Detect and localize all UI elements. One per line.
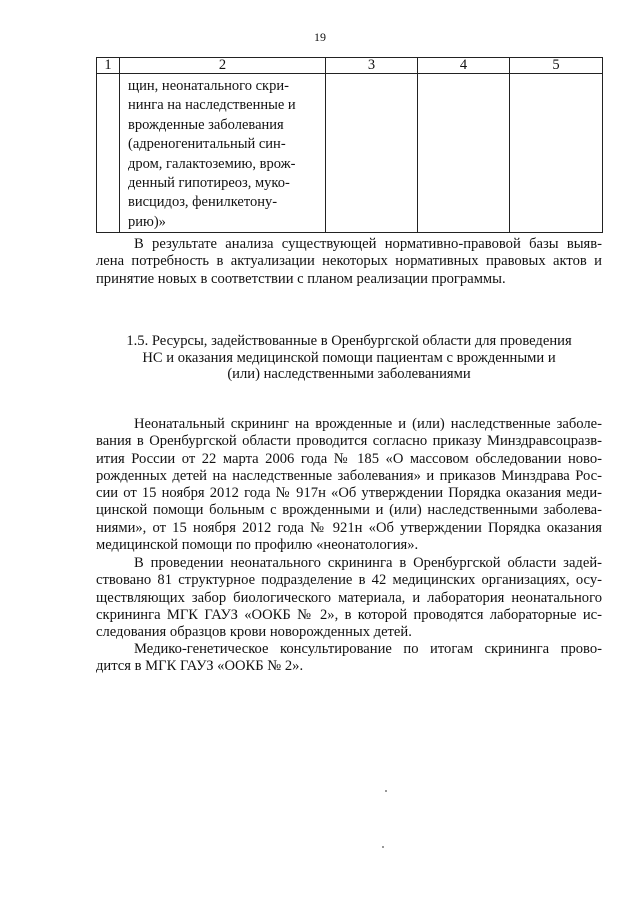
paragraph-counseling — [96, 641, 602, 676]
continuation-table — [96, 57, 603, 233]
cell-line: дром, галактоземию, врож- — [128, 155, 296, 172]
column-header: 1 — [97, 58, 120, 74]
paragraph-units — [96, 555, 602, 641]
text-line: ниями», от 15 ноября 2012 года № 921н «Об утверждении Порядка оказания — [96, 519, 602, 536]
cell-line: денный гипотиреоз, муко- — [128, 175, 290, 192]
text-line: рожденных детей на наследственные заболевания» и приказов Минздрава Рос- — [96, 467, 602, 484]
text-line: сии от 15 ноября 2012 года № 917н «Об утверждении Порядка оказания меди- — [96, 485, 602, 502]
text-line: следования образцов крови новорожденных детей. — [96, 624, 412, 641]
text-line: медицинской помощи по профилю «неонатология». — [96, 537, 419, 554]
text-line: ствовано 81 структурное подразделение в 42 медицинских организациях, осу- — [96, 572, 602, 589]
text-line: ития России от 22 марта 2006 года № 185 «О массовом обследовании ново- — [96, 450, 602, 467]
column-header: 5 — [510, 58, 603, 74]
table-header-row — [97, 58, 603, 74]
scan-artifact — [385, 790, 387, 792]
text-line: ществляющих забор биологического материала, и лаборатория неонатального — [96, 589, 602, 606]
table-row — [97, 74, 603, 233]
column-header: 2 — [120, 58, 326, 74]
heading-line: НС и оказания медицинской помощи пациентам с врожденными и — [142, 349, 556, 366]
table-cell — [510, 74, 603, 233]
heading-line: 1.5. Ресурсы, задействованные в Оренбургской области для проведения — [126, 333, 572, 349]
text-line: цинской помощи больным с врожденными и (или) наследственными заболева- — [96, 502, 602, 519]
cell-line: рию)» — [128, 213, 166, 230]
column-header: 3 — [326, 58, 418, 74]
cell-line: висцидоз, фенилкетону- — [128, 194, 278, 211]
section-heading — [96, 333, 602, 383]
text-line: В проведении неонатального скрининга в Оренбургской области задей- — [134, 555, 602, 571]
paragraph-analysis — [96, 236, 602, 288]
cell-line: нинга на наследственные и — [128, 97, 296, 114]
cell-line: врожденные заболевания — [128, 116, 284, 133]
text-line: скрининга МГК ГАУЗ «ООКБ № 2», в которой проводятся лабораторные ис- — [96, 606, 602, 623]
paragraph-screening — [96, 416, 602, 554]
text-line: вания в Оренбургской области проводится согласно приказу Минздравсоцразв- — [96, 433, 602, 450]
text-line: Медико-генетическое консультирование по итогам скрининга прово- — [134, 641, 602, 657]
text-line: В результате анализа существующей нормативно-правовой базы выяв- — [134, 236, 602, 252]
text-line: Неонатальный скрининг на врожденные и (или) наследственные заболе- — [134, 416, 602, 432]
text-line: лена потребность в актуализации некоторых нормативных правовых актов и — [96, 253, 602, 270]
text-line: принятие новых в соответствии с планом реализации программы. — [96, 270, 506, 287]
table-cell — [418, 74, 510, 233]
text-line: дится в МГК ГАУЗ «ООКБ № 2». — [96, 658, 304, 675]
heading-line: (или) наследственными заболеваниями — [227, 366, 471, 382]
table-cell — [326, 74, 418, 233]
cell-line: (адреногенитальный син- — [128, 136, 286, 153]
scan-artifact — [382, 846, 384, 848]
cell-line: щин, неонатального скри- — [128, 78, 289, 94]
page-number: 19 — [314, 30, 326, 44]
table-cell — [97, 74, 120, 233]
column-header: 4 — [418, 58, 510, 74]
table-cell-description — [120, 74, 326, 233]
